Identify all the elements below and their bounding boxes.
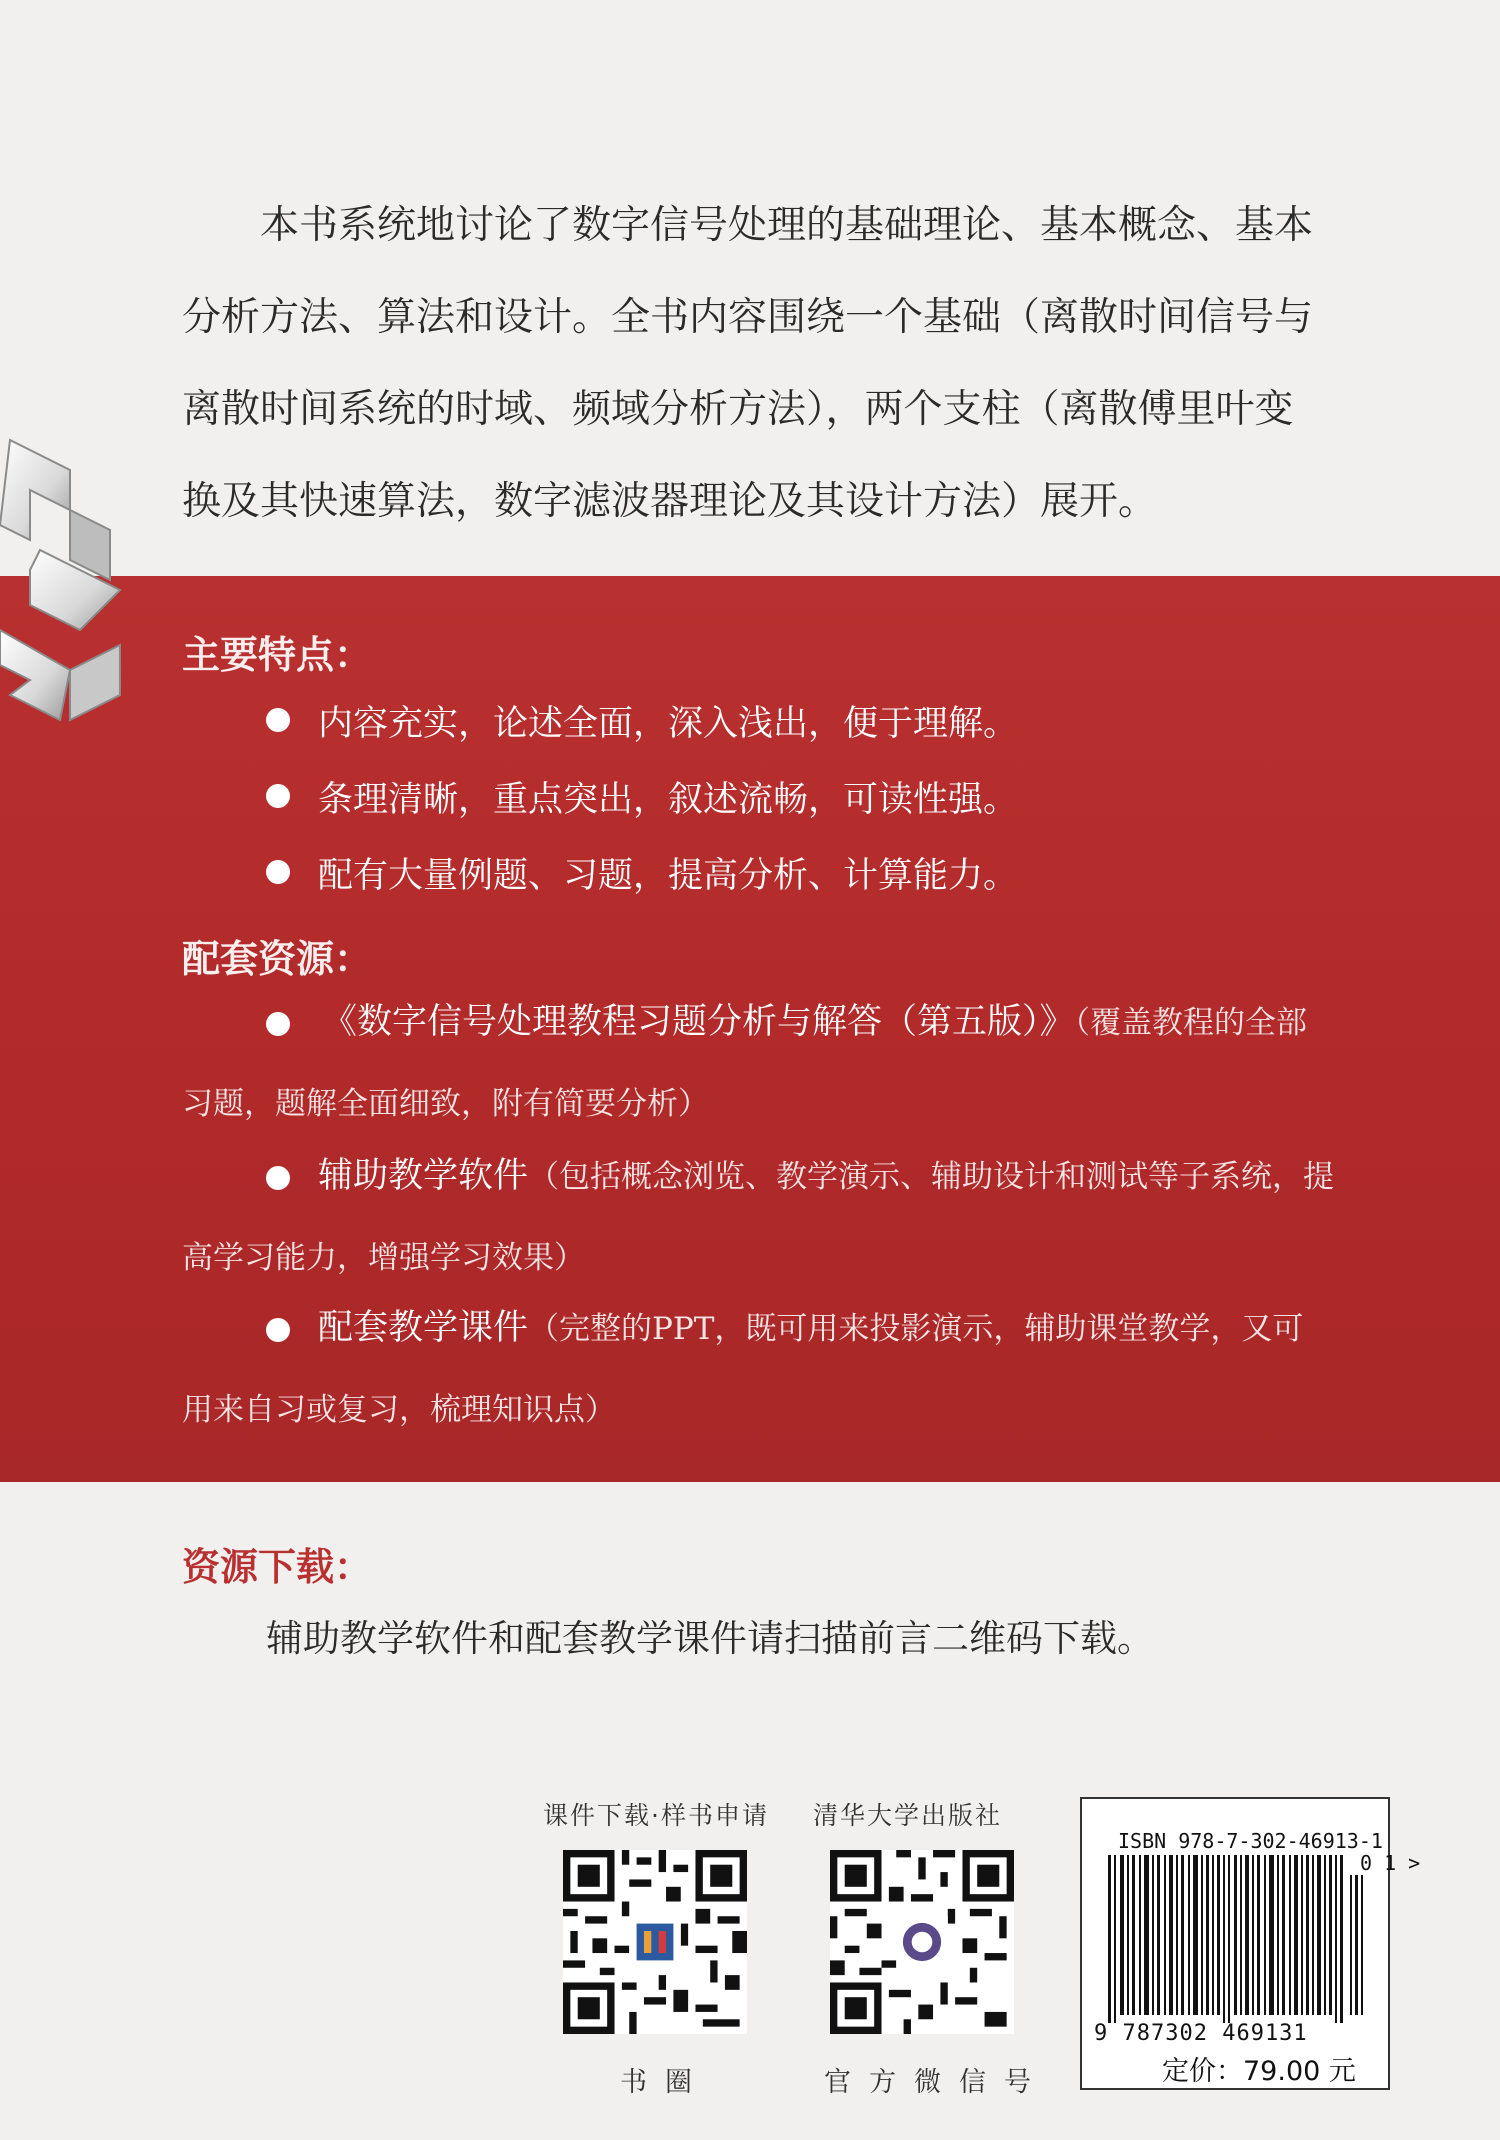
features-heading: 主要特点： [182,633,373,677]
download-heading: 资源下载： [182,1545,373,1589]
barcode-box [1080,1797,1421,2090]
qr-code-icon[interactable] [830,1850,1014,2034]
resource-title: 《数字信号处理教程习题分析与解答（第五版）》 [322,1002,1075,1042]
resource-note: 用来自习或复习，梳理知识点） [182,1392,616,1428]
resource-note: 习题，题解全面细致，附有简要分析） [182,1086,709,1122]
resource-note: 高学习能力，增强学习效果） [182,1240,585,1276]
resource-title: 配套教学课件 [318,1308,529,1348]
barcode-icon [1104,1855,1368,2025]
qr-top-label: 清华大学出版社 [813,1801,1003,1830]
barcode-digits: 9 787302 469131 [1094,2021,1308,2046]
feature-item: 条理清晰，重点突出，叙述流畅，可读性强。 [318,780,1019,820]
intro-line: 本书系统地讨论了数字信号处理的基础理论、基本概念、基本 [260,203,1314,248]
qr-top-label: 课件下载·样书申请 [543,1801,769,1830]
intro-line: 换及其快速算法，数字滤波器理论及其设计方法）展开。 [182,479,1158,524]
qr-bottom-label: 官方微信号 [824,2067,1049,2098]
isbn-text: ISBN 978-7-302-46913-1 [1118,1829,1383,1853]
resource-item [182,984,1382,1143]
bullet-icon [266,860,290,884]
resource-item [182,1138,1382,1297]
publisher-logo-icon [0,430,145,760]
resource-note: （包括概念浏览、教学演示、辅助设计和测试等子系统，提 [528,1159,1335,1195]
resource-note: （覆盖教程的全部 [1074,1005,1308,1041]
intro-line: 分析方法、算法和设计。全书内容围绕一个基础（离散时间信号与 [182,295,1314,340]
resource-item [182,1290,1382,1449]
resources-heading: 配套资源： [182,937,373,981]
bullet-icon [266,784,290,808]
price-text: 定价：79.00 元 [1162,2056,1356,2087]
qr-code-icon[interactable] [563,1850,747,2034]
resource-note: （完整的PPT，既可用来投影演示，辅助课堂教学，又可 [528,1311,1304,1347]
feature-item: 配有大量例题、习题，提高分析、计算能力。 [318,856,1019,896]
download-text: 辅助教学软件和配套教学课件请扫描前言二维码下载。 [266,1617,1154,1660]
feature-item: 内容充实，论述全面，深入浅出，便于理解。 [318,704,1019,744]
bullet-icon [266,708,290,732]
intro-line: 离散时间系统的时域、频域分析方法），两个支柱（离散傅里叶变 [182,387,1294,432]
intro-paragraph [182,180,1352,548]
barcode-addon-digits: 0 1 > [1360,1851,1421,1875]
resource-title: 辅助教学软件 [318,1156,529,1196]
qr-bottom-label: 书圈 [620,2067,710,2098]
